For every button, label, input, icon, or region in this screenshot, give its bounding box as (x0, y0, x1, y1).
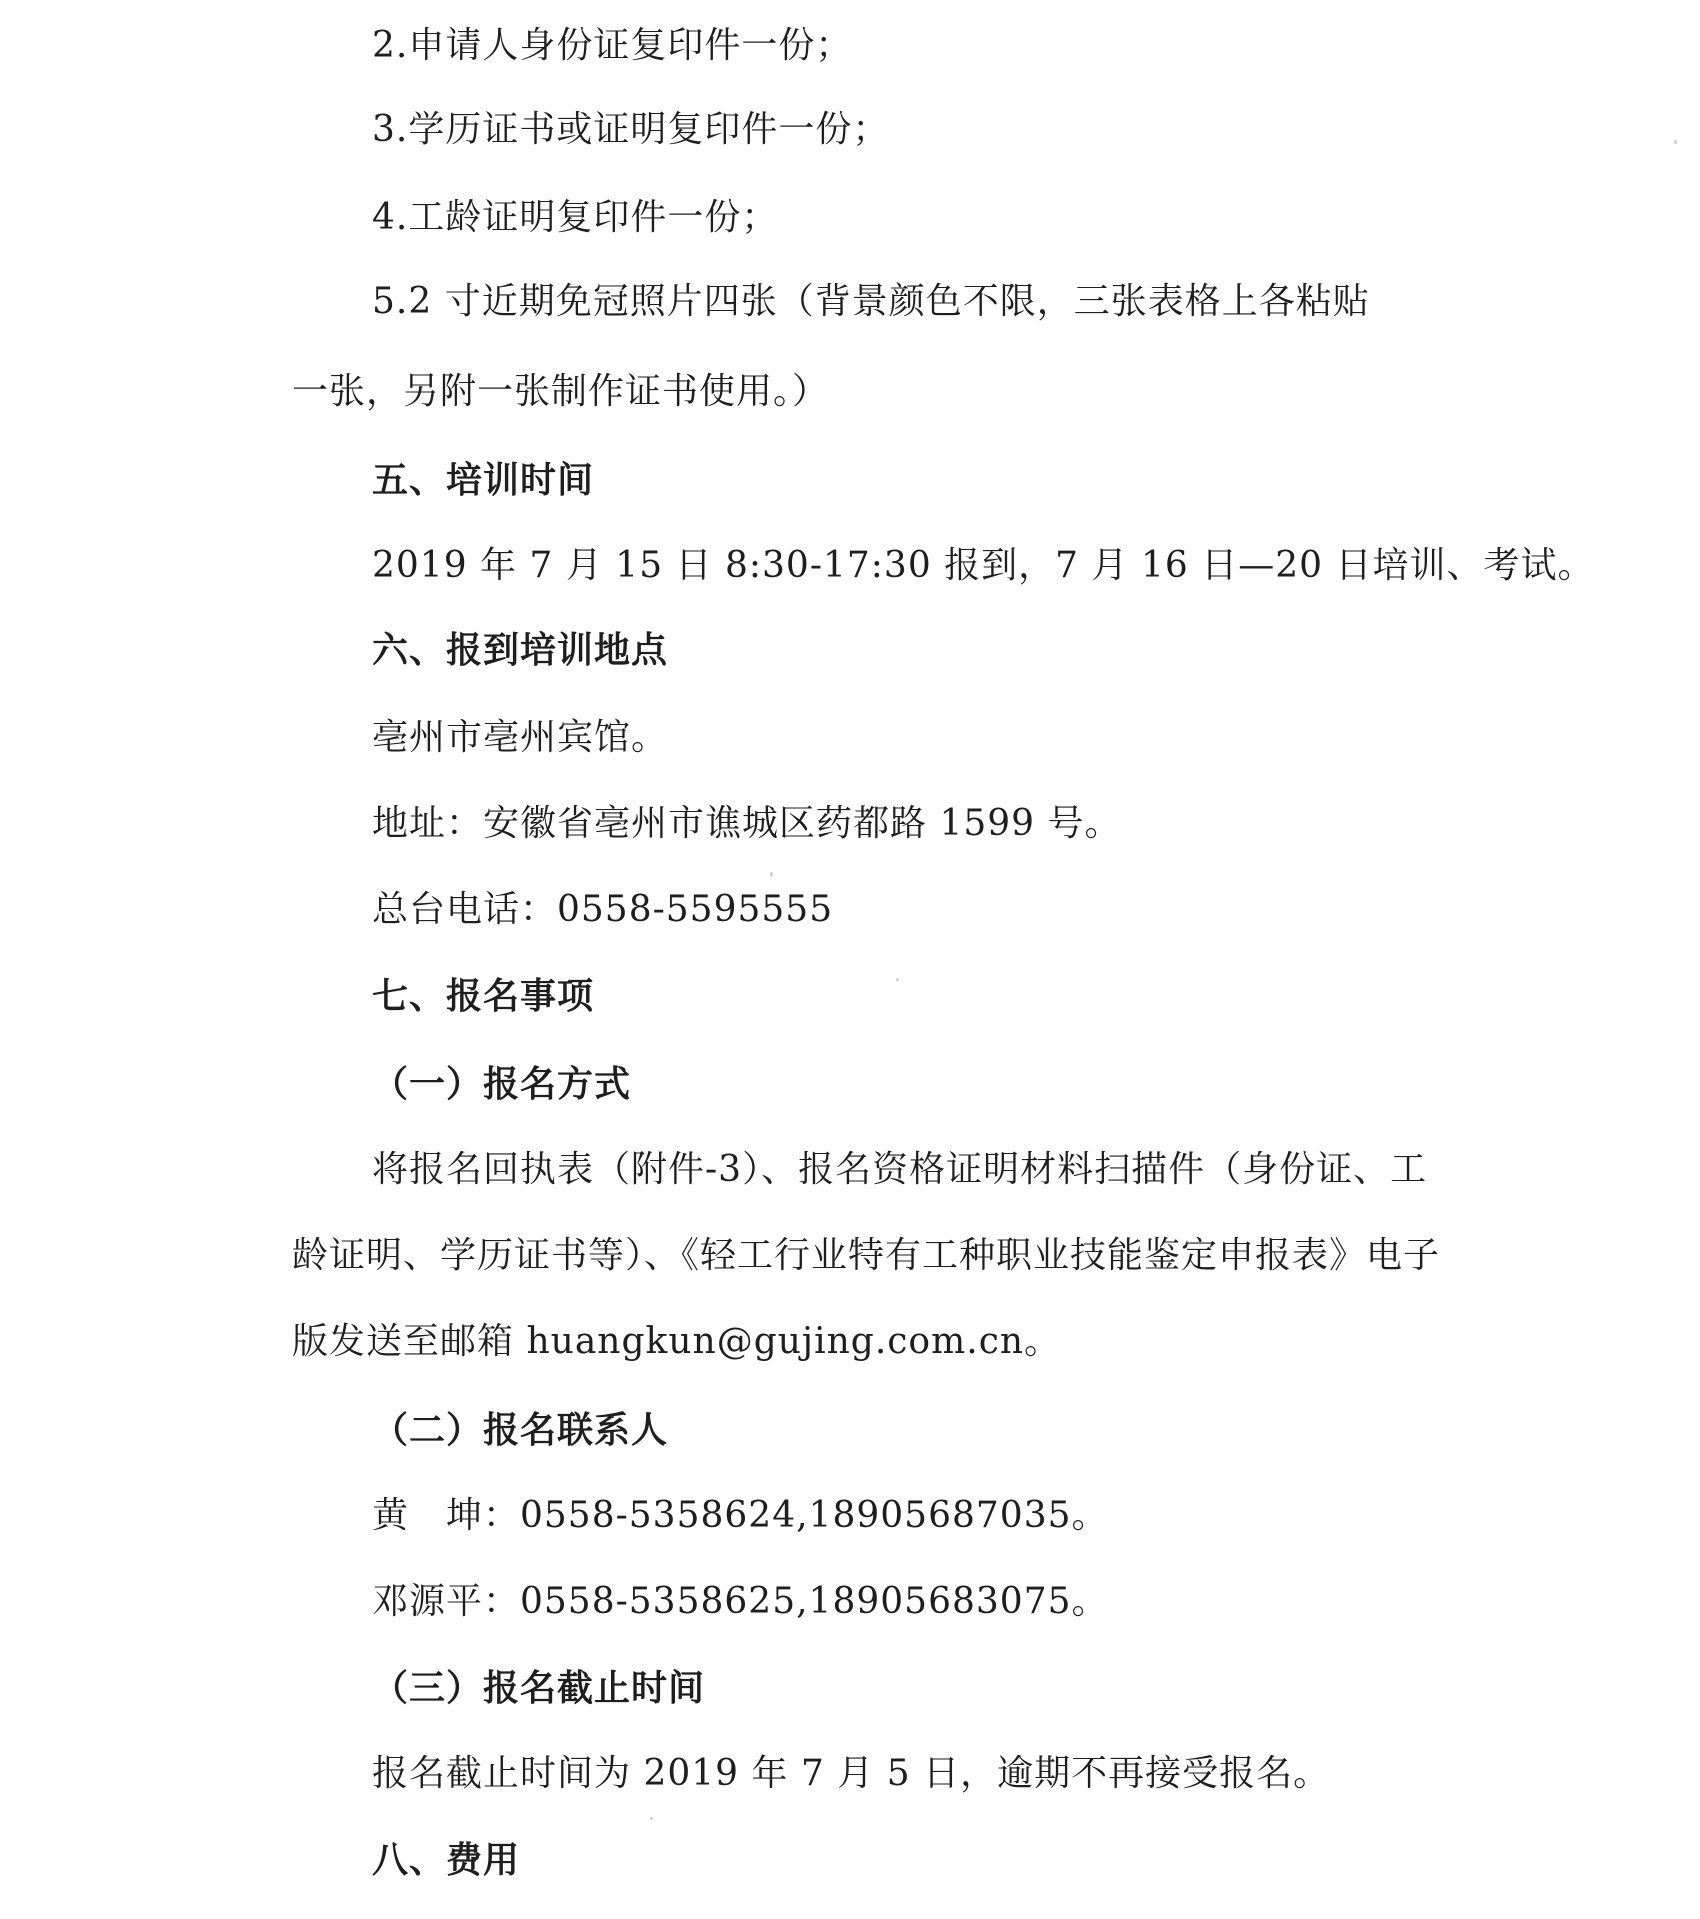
venue-address: 地址：安徽省亳州市谯城区药都路 1599 号。 (372, 803, 1122, 844)
contact-huang-kun: 黄 坤：0558-5358624,18905687035。 (372, 1495, 1109, 1536)
scan-speck (650, 1817, 653, 1820)
venue-name: 亳州市亳州宾馆。 (372, 717, 669, 758)
requirement-item-2: 2.申请人身份证复印件一份； (372, 25, 853, 66)
training-time-text: 2019 年 7 月 15 日 8:30-17:30 报到，7 月 16 日—20 日培训、考试。 (372, 545, 1595, 586)
scan-speck (770, 872, 773, 877)
subheading-registration-method: （一）报名方式 (372, 1063, 632, 1105)
requirement-item-5: 5.2 寸近期免冠照片四张（背景颜色不限，三张表格上各粘贴 (372, 281, 1370, 322)
requirement-item-3: 3.学历证书或证明复印件一份； (372, 109, 890, 150)
registration-method-text-line-2: 龄证明、学历证书等）、《轻工行业特有工种职业技能鉴定申报表》电子 (292, 1235, 1441, 1276)
subheading-registration-deadline: （三）报名截止时间 (372, 1667, 706, 1709)
requirement-item-4: 4.工龄证明复印件一份； (372, 197, 779, 238)
registration-method-text-line-1: 将报名回执表（附件-3）、报名资格证明材料扫描件（身份证、工 (372, 1149, 1428, 1190)
subheading-registration-contacts: （二）报名联系人 (372, 1409, 669, 1451)
section-heading-training-location: 六、报到培训地点 (372, 629, 669, 671)
scan-speck (896, 978, 899, 981)
scan-speck (1674, 140, 1677, 144)
section-heading-fees: 八、费用 (372, 1839, 521, 1881)
section-heading-training-time: 五、培训时间 (372, 459, 595, 501)
section-heading-registration: 七、报名事项 (372, 975, 595, 1017)
venue-phone: 总台电话：0558-5595555 (372, 889, 834, 930)
requirement-item-5-continued: 一张，另附一张制作证书使用。） (292, 371, 830, 412)
registration-method-text-line-3: 版发送至邮箱 huangkun@gujing.com.cn。 (292, 1321, 1062, 1362)
contact-deng-yuanping: 邓源平：0558-5358625,18905683075。 (372, 1581, 1109, 1622)
registration-deadline-text: 报名截止时间为 2019 年 7 月 5 日，逾期不再接受报名。 (372, 1753, 1331, 1794)
